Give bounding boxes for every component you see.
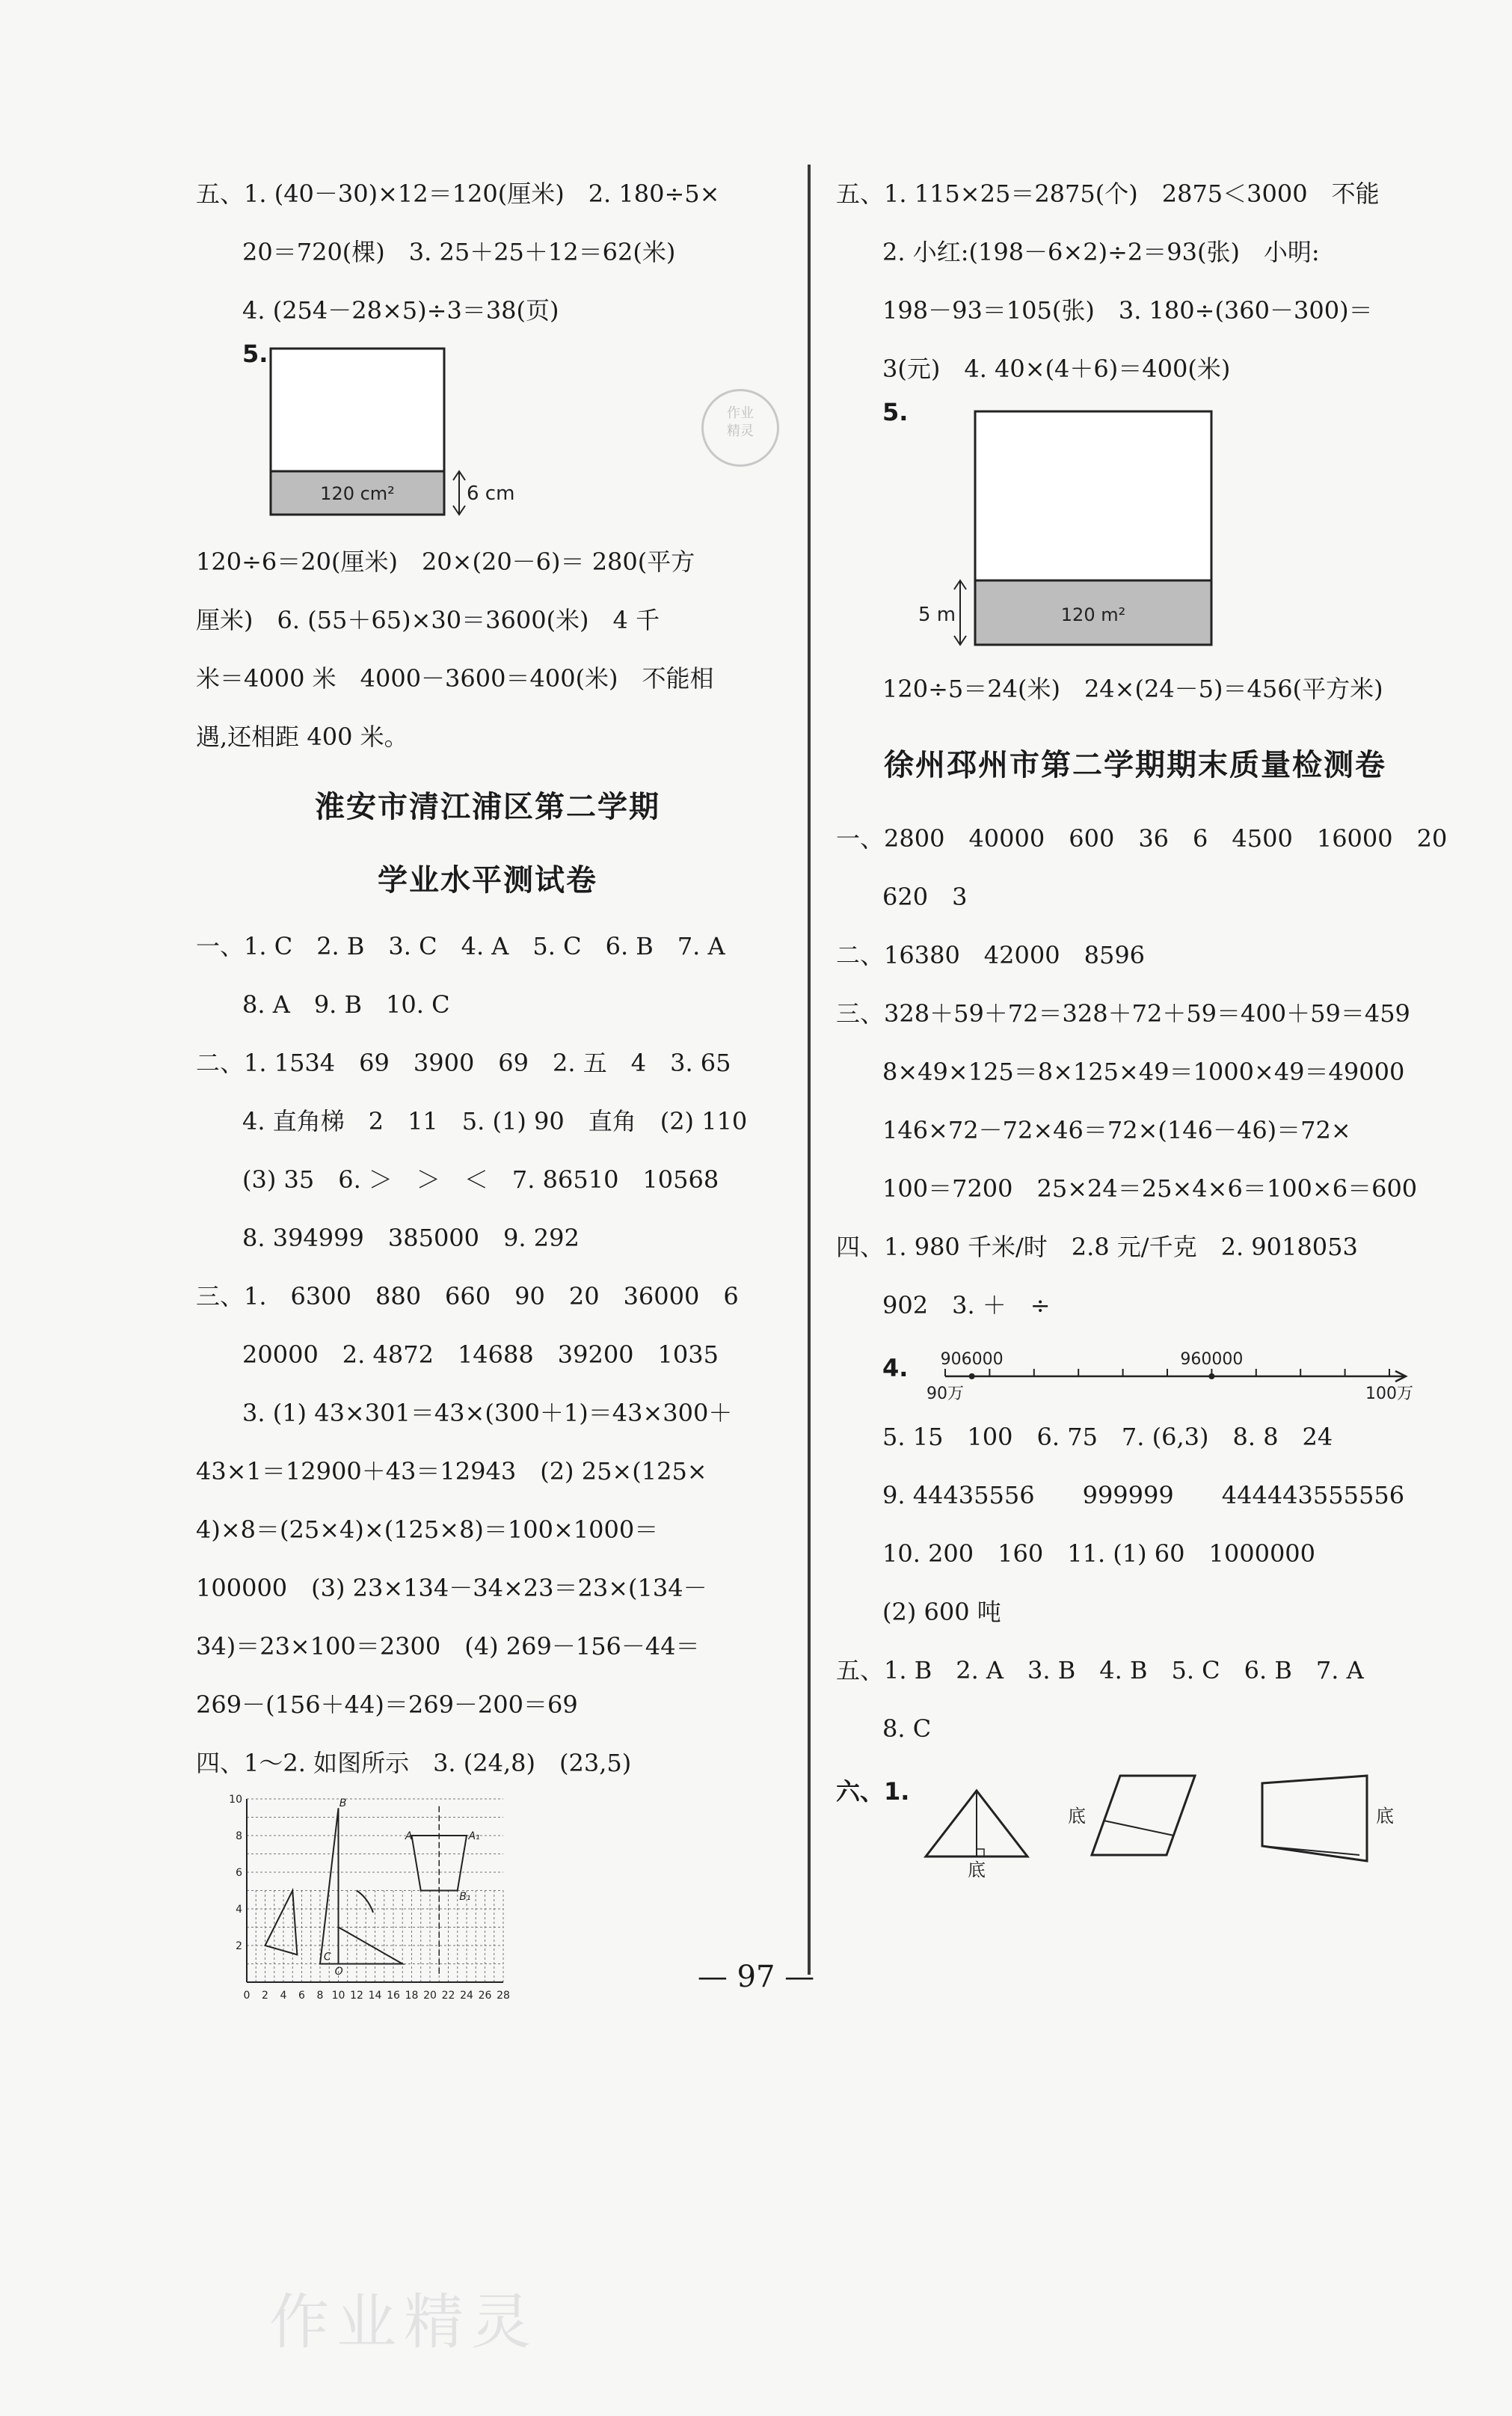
x-tick-label: 28 (497, 1990, 510, 2002)
x-tick-label: 26 (478, 1990, 492, 2002)
answer-line: 10. 200 160 11. (1) 60 1000000 (882, 1539, 1316, 1568)
height-label: 5 m (918, 604, 956, 626)
shapes-figure (836, 1758, 1434, 1877)
x-tick-label: 4 (280, 1990, 287, 2002)
figure-label: 六、1. (836, 1777, 910, 1806)
number-line-value: 906000 (940, 1350, 1004, 1369)
x-tick-label: 0 (243, 1990, 251, 2002)
text-line: 120÷5＝24(米) 24×(24－5)＝456(平方米) (882, 675, 1383, 703)
answer-line: 8×49×125＝8×125×49＝1000×49＝49000 (882, 1058, 1405, 1086)
x-tick-label: 6 (298, 1990, 305, 2002)
y-tick-label: 10 (229, 1794, 242, 1806)
stamp (701, 389, 779, 467)
section-title: 徐州邳州市第二学期期末质量检测卷 (884, 748, 1386, 782)
number-line (836, 1334, 1434, 1408)
point-label: B (339, 1797, 347, 1809)
point-label: C (323, 1951, 331, 1963)
y-tick-label: 8 (236, 1830, 242, 1842)
answer-line: 8. 394999 385000 9. 292 (242, 1224, 580, 1252)
answer-line: 4)×8＝(25×4)×(125×8)＝100×1000＝ (196, 1515, 659, 1544)
stamp-text: 作业 (727, 405, 754, 421)
number-line-end: 100万 (1365, 1385, 1413, 1403)
text-line: 五、1. 115×25＝2875(个) 2875＜3000 不能 (836, 180, 1380, 208)
answer-line: 269－(156＋44)＝269－200＝69 (196, 1690, 578, 1719)
answer-line: 4. 直角梯 2 11 5. (1) 90 直角 (2) 110 (242, 1107, 748, 1135)
answer-line: 二、1. 1534 69 3900 69 2. 五 4 3. 65 (196, 1049, 731, 1077)
answer-line: 8. C (882, 1714, 932, 1743)
page-number: — 97 — (697, 1960, 815, 1994)
answer-line: 34)＝23×100＝2300 (4) 269－156－44＝ (196, 1632, 700, 1661)
answer-line: 902 3. ＋ ÷ (882, 1291, 1051, 1319)
text-line: 米＝4000 米 4000－3600＝400(米) 不能相 (196, 664, 714, 693)
answer-line: 二、16380 42000 8596 (836, 941, 1146, 969)
answer-line: 3. (1) 43×301＝43×(300＋1)＝43×300＋ (242, 1399, 733, 1427)
text-line: 3(元) 4. 40×(4＋6)＝400(米) (882, 355, 1231, 383)
area-label: 120 m² (1060, 604, 1126, 625)
y-tick-label: 6 (236, 1867, 242, 1879)
watermark: 作业精灵 (269, 2287, 538, 2357)
x-tick-label: 18 (405, 1990, 419, 2002)
text-line: 厘米) 6. (55＋65)×30＝3600(米) 4 千 (196, 606, 660, 634)
figure-label: 4. (882, 1354, 909, 1382)
answer-line: 8. A 9. B 10. C (242, 990, 450, 1019)
figure-label: 5. (242, 340, 268, 368)
x-tick-label: 20 (423, 1990, 437, 2002)
point-label: B₁ (459, 1890, 471, 1903)
x-tick-label: 14 (368, 1990, 382, 2002)
answer-line: 620 3 (882, 883, 968, 911)
base-label: 底 (1068, 1806, 1086, 1827)
figure-label: 5. (882, 398, 909, 426)
shapes-diagram (836, 1758, 1434, 1877)
point-label: O (334, 1966, 343, 1978)
section-title: 学业水平测试卷 (378, 863, 597, 898)
left-column (196, 165, 779, 2017)
answer-line: 五、1. B 2. A 3. B 4. B 5. C 6. B 7. A (836, 1656, 1364, 1684)
text-line: 2. 小红:(198－6×2)÷2＝93(张) 小明: (882, 238, 1320, 266)
answer-line: 三、328＋59＋72＝328＋72＋59＝400＋59＝459 (836, 999, 1410, 1028)
y-tick-label: 4 (236, 1904, 242, 1916)
answer-line: 四、1～2. 如图所示 3. (24,8) (23,5) (196, 1749, 632, 1777)
answer-line: 四、1. 980 千米/时 2.8 元/千克 2. 9018053 (836, 1233, 1358, 1261)
rectangle-figure-left (196, 340, 779, 533)
answer-line: (2) 600 吨 (882, 1598, 1001, 1626)
point-label: A₁ (468, 1830, 480, 1842)
answer-line: 一、2800 40000 600 36 6 4500 16000 20 (836, 824, 1448, 853)
answer-line: 三、1. 6300 880 660 90 20 36000 6 (196, 1282, 739, 1310)
answer-line: 9. 44435556 999999 444443555556 (882, 1481, 1405, 1509)
height-label: 6 cm (467, 482, 515, 505)
answer-line: 146×72－72×46＝72×(146－46)＝72× (882, 1116, 1351, 1144)
base-label: 底 (968, 1859, 986, 1877)
x-tick-label: 10 (331, 1990, 345, 2002)
y-tick-label: 2 (236, 1940, 242, 1952)
x-tick-label: 2 (262, 1990, 268, 2002)
answer-line: 一、1. C 2. B 3. C 4. A 5. C 6. B 7. A (196, 932, 725, 960)
right-column (836, 165, 1448, 1877)
answer-line: 5. 15 100 6. 75 7. (6,3) 8. 8 24 (882, 1423, 1333, 1451)
number-line-figure (836, 1334, 1434, 1408)
divider (808, 165, 811, 1975)
triangle-image (339, 1928, 403, 1964)
number-line-start: 90万 (926, 1385, 964, 1403)
x-tick-label: 22 (441, 1990, 455, 2002)
rectangle-diagram (836, 398, 1434, 660)
area-label: 120 cm² (320, 483, 395, 504)
section-title: 淮安市清江浦区第二学期 (315, 790, 660, 824)
answer-line: (3) 35 6. ＞ ＞ ＜ 7. 86510 10568 (242, 1165, 719, 1194)
number-line-value: 960000 (1180, 1350, 1244, 1369)
x-tick-label: 8 (316, 1990, 324, 2002)
text-line: 遇,还相距 400 米。 (196, 723, 408, 751)
x-tick-label: 24 (460, 1990, 473, 2002)
text-line: 198－93＝105(张) 3. 180÷(360－300)＝ (882, 296, 1373, 325)
x-tick-label: 12 (350, 1990, 363, 2002)
text-line: 120÷6＝20(厘米) 20×(20－6)＝ 280(平方 (196, 548, 695, 576)
base-label: 底 (1376, 1806, 1394, 1827)
answer-line: 20000 2. 4872 14688 39200 1035 (242, 1340, 719, 1369)
text-line: 4. (254－28×5)÷3＝38(页) (242, 296, 559, 325)
stamp-text: 精灵 (727, 423, 754, 439)
rectangle-figure-right (836, 398, 1434, 660)
answer-line: 100＝7200 25×24＝25×4×6＝100×6＝600 (882, 1174, 1418, 1203)
answer-line: 43×1＝12900＋43＝12943 (2) 25×(125× (196, 1457, 707, 1486)
number-line-point (969, 1373, 975, 1379)
answer-line: 100000 (3) 23×134－34×23＝23×(134－ (196, 1574, 707, 1602)
point-label: A (405, 1830, 413, 1842)
x-tick-label: 16 (387, 1990, 400, 2002)
rectangle-diagram (196, 340, 779, 533)
number-line-point (1208, 1373, 1214, 1379)
text-line: 20＝720(棵) 3. 25＋25＋12＝62(米) (242, 238, 676, 266)
text-line: 五、1. (40－30)×12＝120(厘米) 2. 180÷5× (196, 180, 720, 208)
